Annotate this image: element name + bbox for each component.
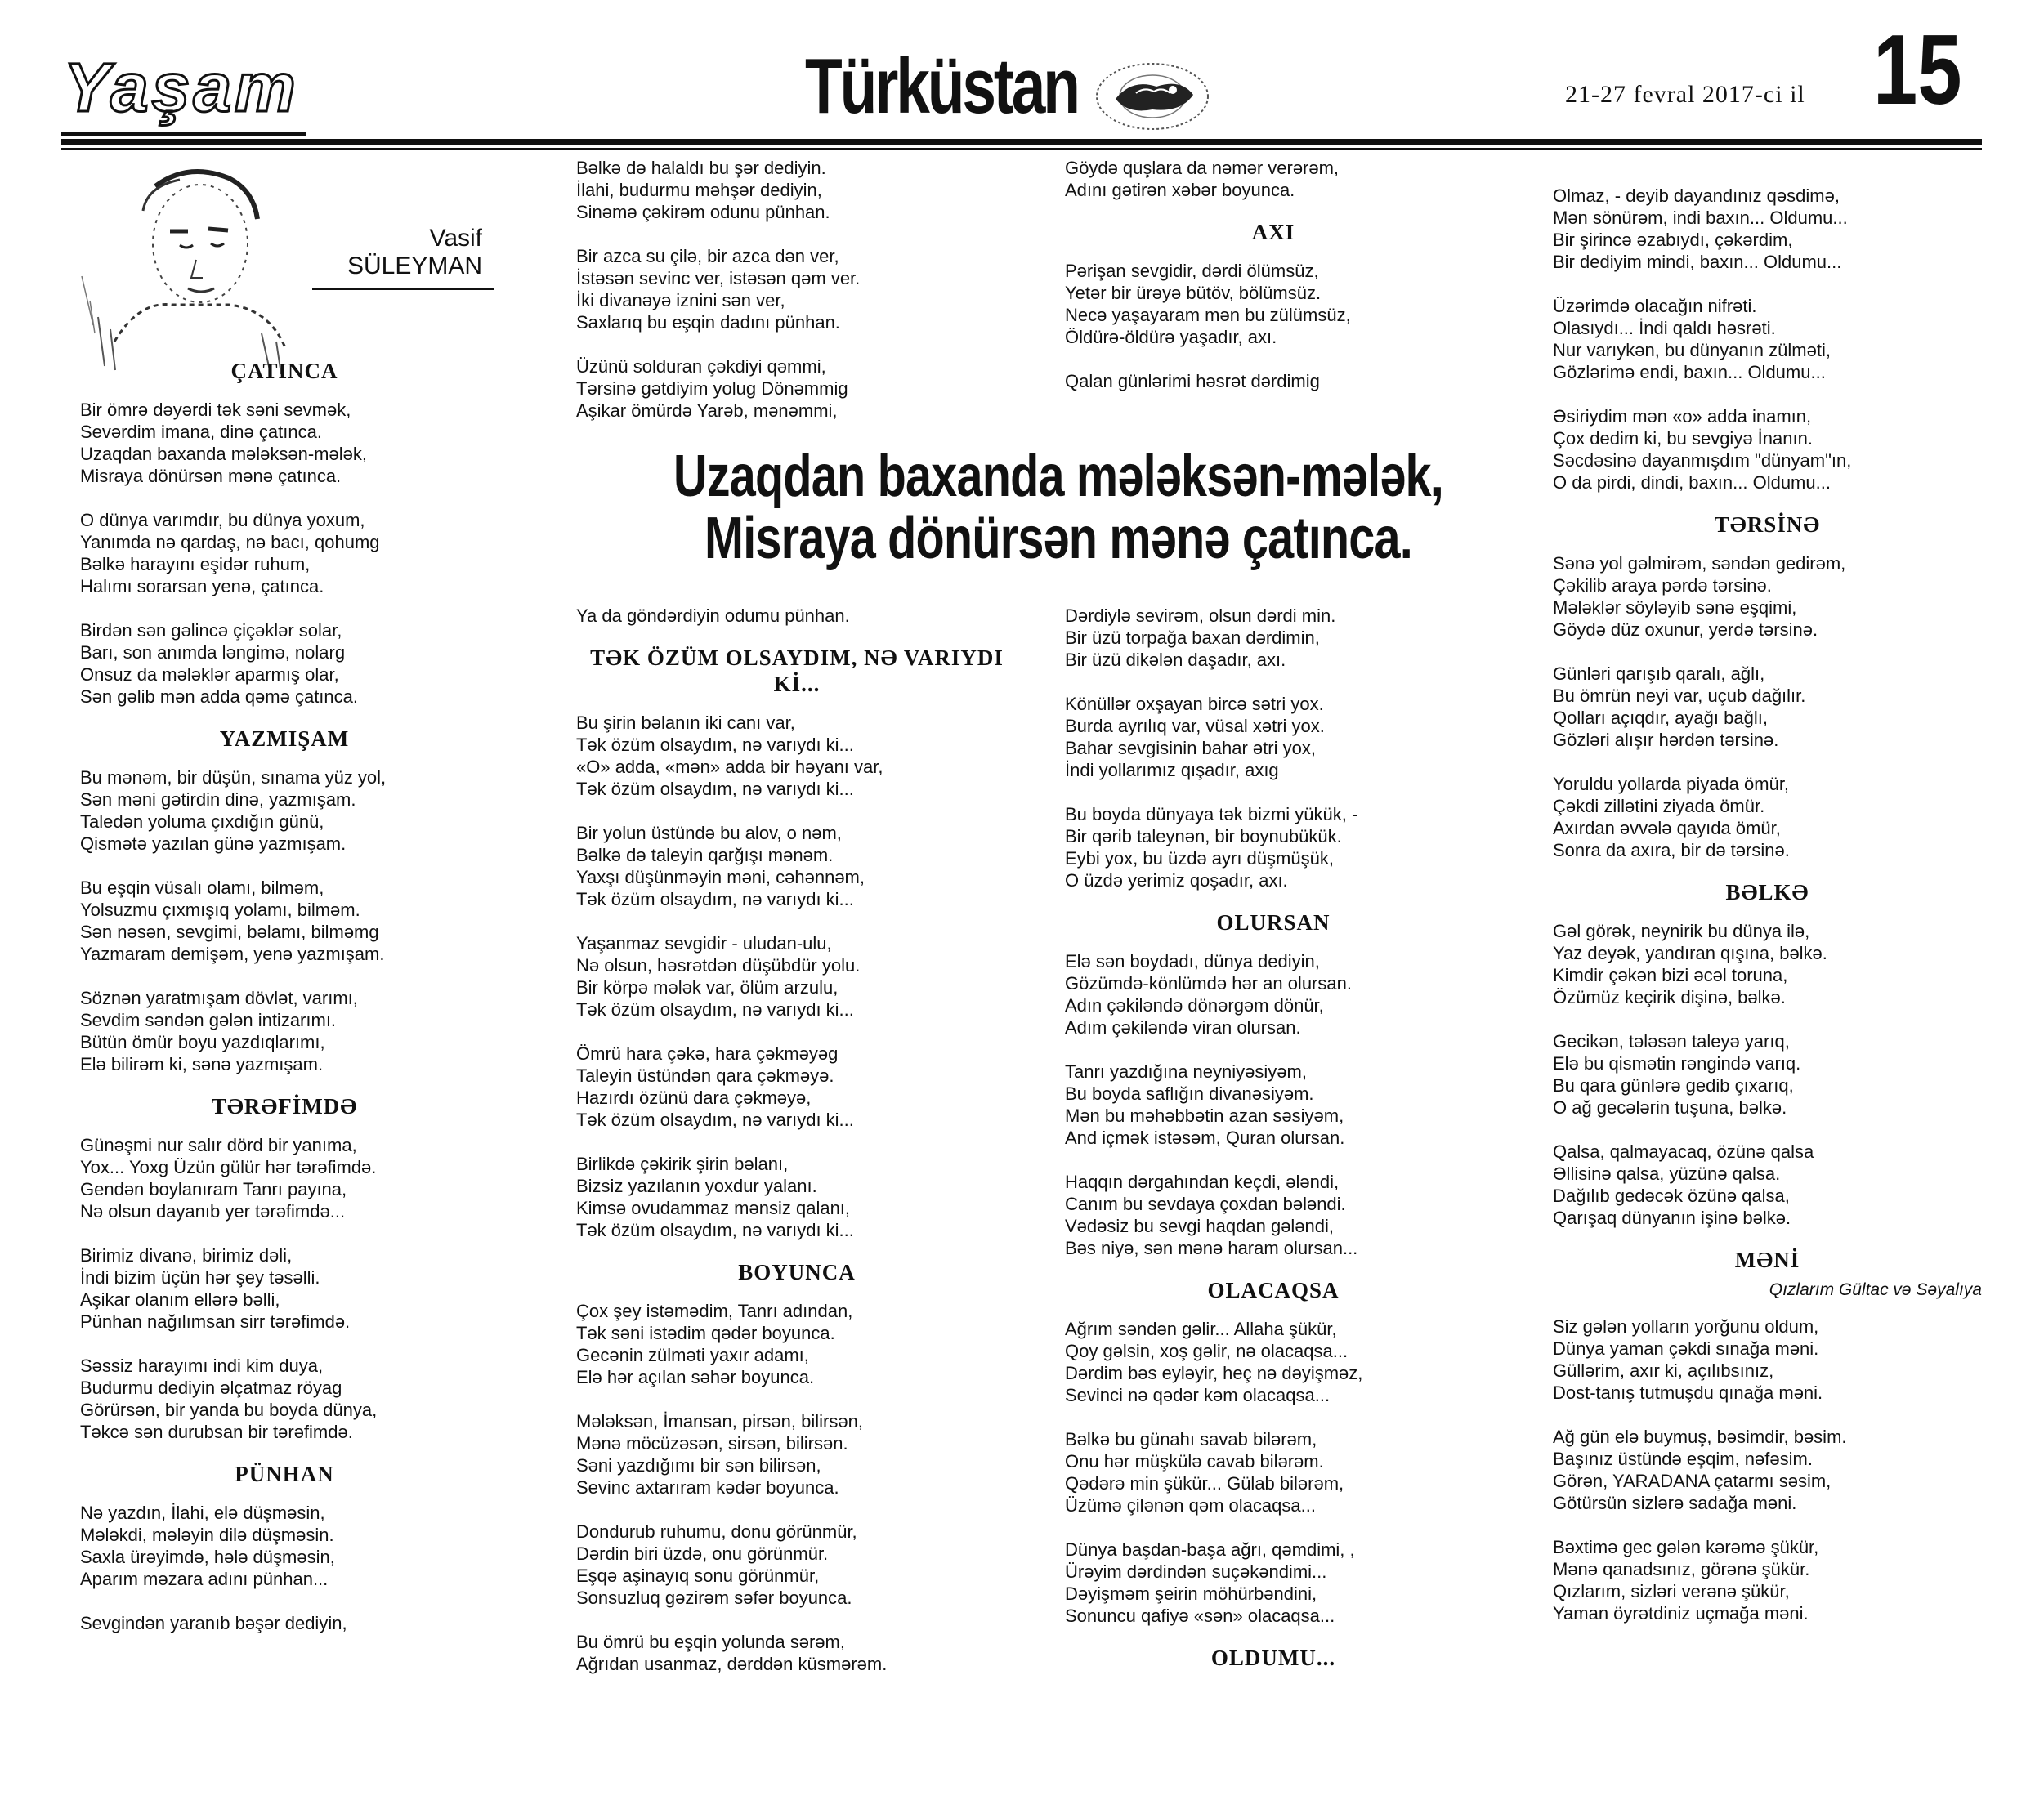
poem-line: Mən sönürəm, indi baxın... Oldumu... <box>1553 208 1848 228</box>
poem <box>576 1300 1018 1675</box>
stanza <box>1553 552 1982 641</box>
poem-line: Burda ayrılıq var, vüsal xətri yox. <box>1065 716 1325 736</box>
stanza <box>1065 1171 1482 1259</box>
poem-line: Bəxtimə gec gələn kərəmə şükür, <box>1553 1537 1819 1557</box>
poem-line: Onu hər müşkülə cavab bilərəm. <box>1065 1451 1324 1472</box>
poem-line: Elə bu qismətin rəngində varıq. <box>1553 1053 1801 1074</box>
poem-line: Qalan günlərimi həsrət dərdimig <box>1065 371 1320 391</box>
poem-line: Gözlərimə endi, baxın... Oldumu... <box>1553 362 1826 382</box>
column-3-top <box>1065 157 1482 392</box>
poem <box>1065 605 1482 891</box>
stanza <box>576 1631 1018 1675</box>
poem-line: Budurmu dediyin əlçatmaz röyag <box>80 1378 342 1398</box>
poem-line: Aşikar olanım ellərə bəlli, <box>80 1289 280 1310</box>
stanza <box>576 1153 1018 1241</box>
poem-line: Halımı sorarsan yenə, çatınca. <box>80 576 324 596</box>
stanza <box>1065 950 1482 1038</box>
poem-line: Ağ gün elə buymuş, bəsimdir, bəsim. <box>1553 1427 1847 1447</box>
poem-line: Tək özüm olsaydım, nə varıydı ki... <box>576 735 854 755</box>
poem-line: Qoy gəlsin, xoş gəlir, nə olacaqsa... <box>1065 1341 1349 1361</box>
poem-line: Bu şirin bəlanın iki canı var, <box>576 712 795 733</box>
stanza <box>576 712 1018 800</box>
poem-line: Saxla ürəyimdə, hələ düşməsin, <box>80 1547 335 1567</box>
issue-date: 21-27 fevral 2017-ci il <box>1565 81 1805 108</box>
poem-line: Aşikar ömürdə Yarəb, mənəmmi, <box>576 400 838 421</box>
stanza <box>80 619 489 708</box>
poem-dedication: Qızlarım Gültac və Səyalıya <box>1769 1280 1982 1299</box>
poem-line: Ağrım səndən gəlir... Allaha şükür, <box>1065 1319 1337 1339</box>
stanza <box>1065 260 1482 348</box>
stanza <box>576 822 1018 910</box>
poem-line: Qismətə yazılan günə yazmışam. <box>80 833 347 854</box>
poem-line: And içmək istəsəm, Quran olursan. <box>1065 1128 1345 1148</box>
poem-line: Bəlkə də taleyin qarğışı mənəm. <box>576 845 834 865</box>
poem-line: Pünhan nağılımsan sirr tərəfimdə. <box>80 1311 351 1332</box>
poem-line: Bu ömrü bu eşqin yolunda sərəm, <box>576 1632 845 1652</box>
stanza <box>80 987 489 1075</box>
poem-line: Yetər bir ürəyə bütöv, bölümsüz. <box>1065 283 1322 303</box>
poem-line: Taleyin üstündən qara çəkməyə. <box>576 1065 834 1086</box>
poem <box>1065 1318 1482 1627</box>
author-rule <box>312 288 494 290</box>
poem-line: Mələklər söyləyib sənə eşqimi, <box>1553 597 1797 618</box>
stanza <box>576 1410 1018 1499</box>
poem-line: Tək özüm olsaydım, nə varıydı ki... <box>576 889 854 909</box>
poem-line: Görürsən, bir yanda bu boyda dünya, <box>80 1400 378 1420</box>
stanza <box>80 509 489 597</box>
stanza <box>1553 663 1982 751</box>
poem-line: Talеdən yoluma çıxdığın günü, <box>80 811 324 832</box>
globe-logo-icon <box>1091 54 1214 136</box>
poem-line: Dərdim bəs eyləyir, heç nə dəyişməz, <box>1065 1363 1363 1383</box>
poem <box>1065 157 1482 201</box>
poem <box>1553 552 1982 861</box>
poem-line: Adın çəkiləndə dönərgəm dönür, <box>1065 995 1324 1016</box>
poem-line: Bir qərib taleynən, bir boynubükük. <box>1065 826 1342 846</box>
poem-line: Bizsiz yazılanın yoxdur yalanı. <box>576 1176 817 1196</box>
poem-line: Bir üzü torpağa baxan dərdimin, <box>1065 628 1320 648</box>
poem-line: Qədərə min şükür... Gülab bilərəm, <box>1065 1473 1344 1494</box>
poem-title: AXI <box>1251 220 1295 244</box>
poem-line: Mələkdi, mələyin dilə düşməsin. <box>80 1525 334 1545</box>
poem-line: O da pirdi, dindi, baxın... Oldumu... <box>1553 472 1831 493</box>
poem-line: Yoruldu yollarda piyada ömür, <box>1553 774 1790 794</box>
stanza <box>1553 920 1982 1008</box>
stanza <box>1553 1141 1982 1229</box>
poem <box>1553 1315 1982 1624</box>
poem-line: Gecənin zülməti yaxır adamı, <box>576 1345 809 1365</box>
stanza <box>1553 773 1982 861</box>
poem-line: Gecikən, tələsən taleyə yarıq, <box>1553 1031 1790 1052</box>
poem-line: Olasıydı... İndi qaldı həsrəti. <box>1553 318 1776 338</box>
poem-line: Adını gətirən xəbər boyunca. <box>1065 180 1295 200</box>
poem-line: Ömrü hara çəkə, hara çəkməyəg <box>576 1043 839 1064</box>
poem-line: Tanrı yazdığına neyniyəsiyəm, <box>1065 1061 1307 1082</box>
stanza <box>1065 693 1482 781</box>
poem-line: Tək özüm olsaydım, nə varıydı ki... <box>576 779 854 799</box>
poem <box>1065 260 1482 392</box>
stanza <box>576 355 1018 422</box>
author-last-name: SÜLEYMAN <box>347 252 482 279</box>
poem-line: Bu ömrün neyi var, uçub dağılır. <box>1553 686 1806 706</box>
poem-line: Nə olsun, həsrətdən düşübdür yolu. <box>576 955 861 976</box>
poem-line: Birimiz divanə, birimiz dəli, <box>80 1245 293 1266</box>
column-4 <box>1553 185 1982 1624</box>
poem-line: Onsuz da mələklər aparmış olar, <box>80 664 339 685</box>
poem-line: Səcdəsinə dayanmışdım "dünyam"ın, <box>1553 450 1852 471</box>
poem-line: Bu boyda dünyaya tək bizmi yükük, - <box>1065 804 1358 824</box>
poem-line: Bir ömrə dəyərdi tək səni sevmək, <box>80 400 351 420</box>
poem-line: Eşqə aşinayıq sonu görünmür, <box>576 1566 820 1586</box>
poem-line: Üzərimdə olacağın nifrəti. <box>1553 296 1757 316</box>
poem <box>80 766 489 1075</box>
poem-line: Gendən boylanıram Tanrı payına, <box>80 1179 347 1199</box>
poem-line: Aparım məzara adını pünhan... <box>80 1569 329 1589</box>
poem-line: Bir dediyim mindi, baxın... Oldumu... <box>1553 252 1842 272</box>
stanza <box>1065 1539 1482 1627</box>
stanza <box>576 157 1018 223</box>
poem-line: Yanımda nə qardaş, nə bacı, qohumg <box>80 532 380 552</box>
poem-line: Canım bu sevdaya çoxdan bələndi. <box>1065 1194 1346 1214</box>
poem-line: Sonuncu qafiyə «sən» olacaqsa... <box>1065 1606 1335 1626</box>
poem-line: Bu boyda saflığın divanəsiyəm. <box>1065 1083 1314 1104</box>
poem-line: Olmaz, - deyib dayandınız qəsdimə, <box>1553 185 1840 206</box>
poem-line: Sonra da axıra, bir də tərsinə. <box>1553 840 1790 860</box>
poem <box>576 605 1018 627</box>
poem-line: Götürsün sizlərə sadağa məni. <box>1553 1493 1797 1513</box>
poem <box>80 1134 489 1443</box>
poem-line: Çox dedim ki, bu sevgiyə İnanın. <box>1553 428 1813 449</box>
poem-line: Yox... Yoxg Üzün gülür hər tərəfimdə. <box>80 1157 377 1177</box>
newspaper-name: Türküstan <box>805 42 1078 130</box>
poem-line: Dost-tanış tutmuşdu qınağa məni. <box>1553 1382 1823 1403</box>
poem-title: OLACAQSA <box>1207 1278 1340 1302</box>
stanza <box>1065 1318 1482 1406</box>
poem-line: Siz gələn yolların yorğunu oldum, <box>1553 1316 1819 1337</box>
poem-line: Necə yaşayaram mən bu zülümsüz, <box>1065 305 1351 325</box>
poem-line: Sevərdim imana, dinə çatınca. <box>80 422 322 442</box>
poem-line: Sən məni gətirdin dinə, yazmışam. <box>80 789 356 810</box>
poem-line: Tək özüm olsaydım, nə varıydı ki... <box>576 1220 854 1240</box>
poem-line: Yaman öyrətdiniz uçmağa məni. <box>1553 1603 1809 1624</box>
poem-line: Sənə yol gəlmirəm, səndən gedirəm, <box>1553 553 1846 574</box>
poem-title: YAZMIŞAM <box>219 726 350 751</box>
stanza <box>80 1612 489 1634</box>
poem-line: Sən gəlib mən adda qəmə çatınca. <box>80 686 359 707</box>
poem-line: Güllərim, axır ki, açılıbsınız, <box>1553 1360 1774 1381</box>
page-number: 15 <box>1873 14 1962 125</box>
poem-line: Gəl görək, neynirik bu dünya ilə, <box>1553 921 1810 941</box>
poem-line: Qarışaq dünyanın işinə bəlkə. <box>1553 1208 1791 1228</box>
stanza <box>1065 157 1482 201</box>
poem-line: Vədəsiz bu sevgi haqdan gələndi, <box>1065 1216 1335 1236</box>
poem-line: Tək səni istədim qədər boyunca. <box>576 1323 835 1343</box>
poem-line: Qızlarım, sizləri verənə şükür, <box>1553 1581 1790 1601</box>
poem-line: Kimdir çəkən bizi əcəl toruna, <box>1553 965 1788 985</box>
poem-line: İstəsən sevinc ver, istəsən qəm ver. <box>576 268 861 288</box>
stanza <box>80 1134 489 1222</box>
poem-line: Öldürə-öldürə yaşadır, axı. <box>1065 327 1277 347</box>
column-1 <box>80 358 489 1634</box>
stanza <box>576 1043 1018 1131</box>
poem-line: İlahi, budurmu məhşər dediyin, <box>576 180 822 200</box>
poem-line: Dərdin biri üzdə, onu görünmür. <box>576 1543 829 1564</box>
poem-title: BOYUNCA <box>738 1260 856 1284</box>
poem <box>1553 920 1982 1229</box>
poem-line: Yaşanmaz sevgidir - uludan-ulu, <box>576 933 832 954</box>
poem-line: Bu eşqin vüsalı olamı, bilməm, <box>80 878 324 898</box>
poem-line: O dünya varımdır, bu dünya yoxum, <box>80 510 365 530</box>
poem-line: Dünya başdan-başa ağrı, qəmdimi, , <box>1065 1539 1355 1560</box>
column-2-bottom <box>576 605 1018 1675</box>
pull-quote-line: Misraya dönürsən mənə çatınca. <box>704 506 1412 571</box>
poem-line: Mələksən, İmansan, pirsən, bilirsən, <box>576 1411 863 1432</box>
poem-line: Tərsinə gətdiyim yolug Dönəmmig <box>576 378 848 399</box>
pull-quote-line: Uzaqdan baxanda mələksən-mələk, <box>673 444 1443 509</box>
poem-line: Üzümə çilənən qəm olacaqsa... <box>1065 1495 1316 1516</box>
pull-quote <box>663 445 1454 569</box>
poem-line: Sinəmə çəkirəm odunu pünhan. <box>576 202 830 222</box>
poem-line: Özümüz keçirik dişinə, bəlkə. <box>1553 987 1786 1007</box>
poem-title: TƏK ÖZÜM OLSAYDIM, NƏ VARIYDI Kİ... <box>590 645 1004 696</box>
poem-line: Nə yazdın, İlahi, elə düşməsin, <box>80 1503 325 1523</box>
stanza <box>80 1244 489 1333</box>
poem-line: «O» adda, «mən» adda bir həyanı var, <box>576 757 883 777</box>
poem-line: Yaz deyək, yandıran qışına, bəlkə. <box>1553 943 1827 963</box>
poem-line: Göydə quşlara da nəmər verərəm, <box>1065 158 1340 178</box>
poem-line: Bu mənəm, bir düşün, sınama yüz yol, <box>80 767 387 788</box>
stanza <box>576 1300 1018 1388</box>
poem-line: Dağılıb gedəcək özünə qalsa, <box>1553 1186 1790 1206</box>
poem-line: Bəlkə harayını eşidər ruhum, <box>80 554 311 574</box>
poem-line: Uzaqdan baxanda mələksən-mələk, <box>80 444 367 464</box>
poem-line: Elə bilirəm ki, sənə yazmışam. <box>80 1054 324 1074</box>
poem-line: Təkcə sən durubsan bir tərəfimdə. <box>80 1422 353 1442</box>
poem-line: Bir yolun üstündə bu alov, o nəm, <box>576 823 842 843</box>
poem-line: Bir şirincə əzabıydı, çəkərdim, <box>1553 230 1793 250</box>
poem-line: Bütün ömür boyu yazdıqlarımı, <box>80 1032 325 1052</box>
poem-line: Dünya yaman çəkdi sınağa məni. <box>1553 1338 1819 1359</box>
author-name <box>311 225 482 280</box>
poem <box>1553 185 1982 494</box>
poem-line: Başınız üstündə eşqim, nəfəsim. <box>1553 1449 1813 1469</box>
poem-line: Bəlkə də halaldı bu şər dediyin. <box>576 158 826 178</box>
poem-line: Ağrıdan usanmaz, dərddən küsmərəm. <box>576 1654 888 1674</box>
poem-line: Sevdim səndən gələn intizarımı. <box>80 1010 337 1030</box>
poem-title: PÜNHAN <box>235 1462 334 1486</box>
header-rule <box>61 139 1982 145</box>
poem-line: Ürəyim dərdindən suçəkəndimi... <box>1065 1561 1327 1582</box>
poem-line: Səssiz harayımı indi kim duya, <box>80 1356 324 1376</box>
poem-line: Ya da göndərdiyin odumu pünhan. <box>576 605 850 626</box>
poem <box>80 1502 489 1634</box>
poem-line: Çəkdi zillətini ziyada ömür. <box>1553 796 1765 816</box>
poem-line: Sevinci nə qədər kəm olacaqsa... <box>1065 1385 1331 1405</box>
poem-line: Yaxşı düşünməyin məni, cəhənnəm, <box>576 867 865 887</box>
poem-line: İki divanəyə iznini sən ver, <box>576 290 785 310</box>
poem-line: Göydə düz oxunur, yerdə tərsinə. <box>1553 619 1818 640</box>
poem-line: Sevinc axtarıram kədər boyunca. <box>576 1477 839 1498</box>
poem-line: Hazırdı özünü dara çəkməyə, <box>576 1088 812 1108</box>
poem-line: Nur varıykən, bu dünyanın zülməti, <box>1553 340 1831 360</box>
poem-line: Mənə qanadsınız, görənə şükür. <box>1553 1559 1810 1579</box>
poem <box>1065 950 1482 1259</box>
poem-line: Misraya dönürsən mənə çatınca. <box>80 466 342 486</box>
stanza <box>1065 1428 1482 1516</box>
poem-line: Tək özüm olsaydım, nə varıydı ki... <box>576 999 854 1020</box>
stanza <box>80 766 489 855</box>
poem-line: Qalsa, qalmayacaq, özünə qalsa <box>1553 1141 1814 1162</box>
poem-line: Qolları açıqdır, ayağı bağlı, <box>1553 708 1768 728</box>
poem-line: Sən nəsən, sevgimi, bəlamı, bilməmg <box>80 922 379 942</box>
poem-line: Gözləri alışır hərdən tərsinə. <box>1553 730 1779 750</box>
section-label: Yaşam <box>64 49 299 126</box>
poem-line: Dəyişməm şeirin möhürbəndini, <box>1065 1583 1317 1604</box>
poem-line: Sonsuzluq gəzirəm səfər boyunca. <box>576 1588 852 1608</box>
poem-line: Saxlarıq bu eşqin dadını pünhan. <box>576 312 840 333</box>
stanza <box>576 605 1018 627</box>
poem <box>80 399 489 708</box>
poem-line: Eybi yox, bu üzdə ayrı düşmüşük, <box>1065 848 1334 869</box>
poem-line: Birdən sən gəlincə çiçəklər solar, <box>80 620 342 641</box>
poem-line: Yazmaram demişəm, yenə yazmışam. <box>80 944 385 964</box>
poem-line: Bahar sevgisinin bahar ətri yox, <box>1065 738 1316 758</box>
poem-line: Sevgindən yaranıb bəşər dediyin, <box>80 1613 347 1633</box>
poem-line: Görən, YARADANA çatarmı səsim, <box>1553 1471 1832 1491</box>
poem-line: Mənə möcüzəsən, sirsən, bilirsən. <box>576 1433 848 1454</box>
poem-line: Çəkilib araya pərdə tərsinə. <box>1553 575 1772 596</box>
poem-line: Əllisinə qalsa, yüzünə qalsa. <box>1553 1164 1781 1184</box>
poem-line: Bəs niyə, sən mənə haram olursan... <box>1065 1238 1358 1258</box>
poem-title: OLDUMU... <box>1210 1646 1336 1670</box>
poem-line: Bir üzü dikələn daşadır, axı. <box>1065 650 1286 670</box>
poem-line: Yolsuzmu çıxmışıq yolamı, bilməm. <box>80 900 360 920</box>
stanza <box>1553 295 1982 383</box>
section-underline <box>61 132 306 136</box>
poem-line: Barı, son anımda ləngimə, nolarg <box>80 642 346 663</box>
stanza <box>80 1502 489 1590</box>
stanza <box>1065 803 1482 891</box>
poem-line: Üzünü solduran çəkdiyi qəmmi, <box>576 356 826 377</box>
poem-line: Elə hər açılan səhər boyunca. <box>576 1367 815 1387</box>
column-2-top <box>576 157 1018 422</box>
poem-line: İndi bizim üçün hər şey təsəlli. <box>80 1267 320 1288</box>
poem <box>576 712 1018 1241</box>
stanza <box>1065 370 1482 392</box>
poem-line: Bir azca su çilə, bir azca dən ver, <box>576 246 839 266</box>
stanza <box>80 877 489 965</box>
stanza <box>80 399 489 487</box>
poem-line: İndi yollarımız qışadır, axıg <box>1065 760 1279 780</box>
poem-line: Çox şey istəmədim, Tanrı adından, <box>576 1301 853 1321</box>
poem-title: BƏLKƏ <box>1725 880 1809 904</box>
stanza <box>576 932 1018 1021</box>
poem-title: OLURSAN <box>1216 910 1331 935</box>
poem-line: Əsiriydim mən «o» adda inamın, <box>1553 406 1812 427</box>
author-first-name: Vasif <box>429 225 482 252</box>
poem-line: Haqqın dərgahından keçdi, ələndi, <box>1065 1172 1340 1192</box>
header-rule-thin <box>61 148 1982 150</box>
stanza <box>1553 1426 1982 1514</box>
poem-line: Birlikdə çəkirik şirin bəlanı, <box>576 1154 789 1174</box>
poem-line: Kimsə ovudammaz mənsiz qalanı, <box>576 1198 851 1218</box>
poem-line: Mən bu məhəbbətin azan səsiyəm, <box>1065 1105 1344 1126</box>
poem-title: TƏRƏFİMDƏ <box>211 1094 358 1119</box>
stanza <box>1553 1536 1982 1624</box>
poem-line: Dondurub ruhumu, donu görünmür, <box>576 1521 857 1542</box>
stanza <box>1553 185 1982 273</box>
poem-line: Günəşmi nur salır dörd bir yanıma, <box>80 1135 357 1155</box>
poem-line: Adım çəkiləndə viran olursan. <box>1065 1017 1301 1038</box>
poem-line: Elə sən boydadı, dünya dediyin, <box>1065 951 1320 971</box>
poem-title: TƏRSİNƏ <box>1714 512 1821 537</box>
poem-line: Gözümdə-könlümdə hər an olursan. <box>1065 973 1352 994</box>
stanza <box>576 1521 1018 1609</box>
stanza <box>1065 1061 1482 1149</box>
poem-line: Dərdiylə sevirəm, olsun dərdi min. <box>1065 605 1336 626</box>
poem-line: O ağ gecələrin tuşuna, bəlkə. <box>1553 1097 1787 1118</box>
poem-line: Nə olsun dayanıb yer tərəfimdə... <box>80 1201 346 1222</box>
poem-line: O üzdə yerimiz qoşadır, axı. <box>1065 870 1288 891</box>
poem-line: Pərişan sevgidir, dərdi ölümsüz, <box>1065 261 1319 281</box>
stanza <box>80 1355 489 1443</box>
stanza <box>1553 1030 1982 1119</box>
poem-line: Könüllər oxşayan bircə sətri yox. <box>1065 694 1324 714</box>
stanza <box>1553 1315 1982 1404</box>
column-3-bottom <box>1065 605 1482 1686</box>
poem-line: Bəlkə bu günahı savab bilərəm, <box>1065 1429 1317 1449</box>
poem-line: Söznən yaratmışam dövlət, varımı, <box>80 988 358 1008</box>
poem-title: ÇATINCA <box>230 359 338 383</box>
stanza <box>1553 405 1982 494</box>
poem-line: Bu qara günlərə gedib çıxarıq, <box>1553 1075 1794 1096</box>
poem-line: Günləri qarışıb qaralı, ağlı, <box>1553 663 1765 684</box>
poem-line: Səni yazdığımı bir sən bilirsən, <box>576 1455 821 1476</box>
poem-title: MƏNİ <box>1734 1248 1800 1272</box>
poem-line: Tək özüm olsaydım, nə varıydı ki... <box>576 1110 854 1130</box>
stanza <box>576 245 1018 333</box>
poem-line: Bir körpə mələk var, ölüm arzulu, <box>576 977 839 998</box>
poem-line: Axırdan əvvələ qayıda ömür, <box>1553 818 1781 838</box>
stanza <box>1065 605 1482 671</box>
author-portrait <box>65 154 311 382</box>
